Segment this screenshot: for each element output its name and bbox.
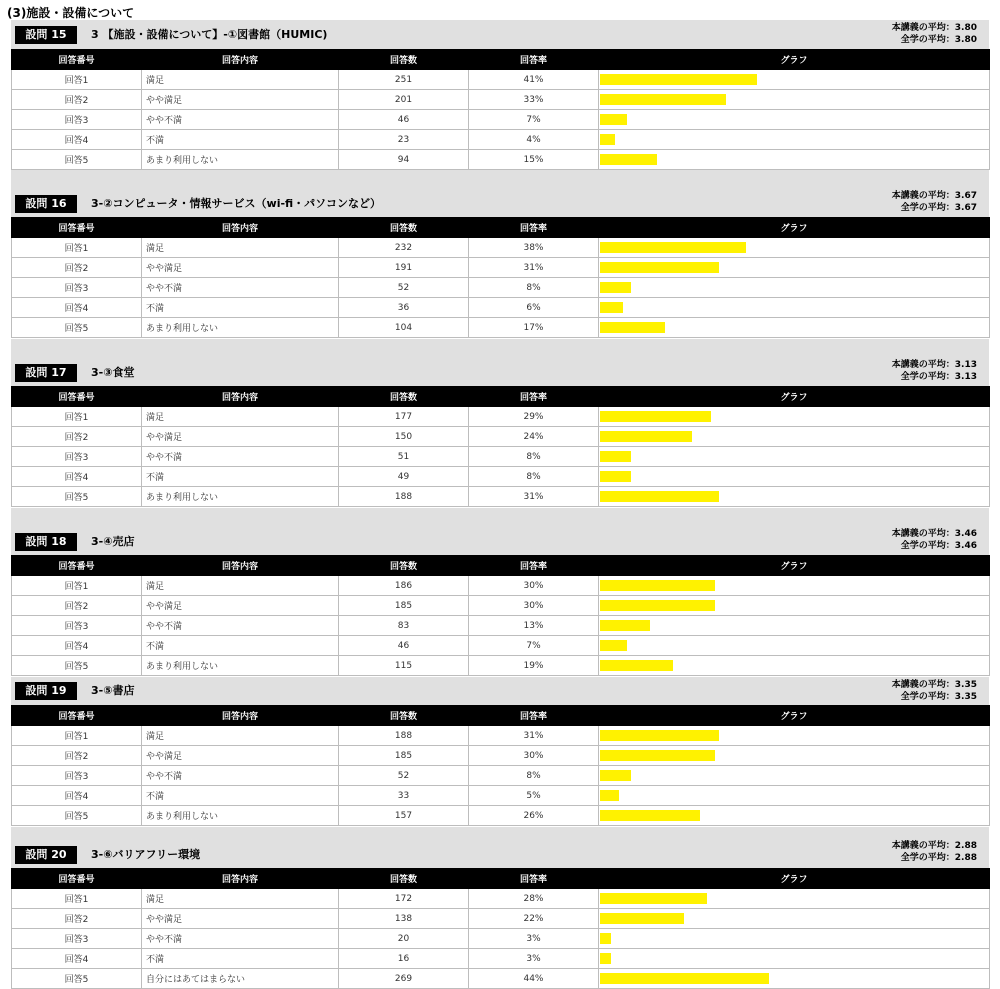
column-header: 回答番号 xyxy=(12,218,142,238)
answer-number: 回答4 xyxy=(12,298,142,318)
table-row xyxy=(12,150,990,170)
rate-bar xyxy=(600,134,615,145)
course-average: 本講義の平均：2.88 xyxy=(891,841,977,851)
answer-number: 回答1 xyxy=(12,70,142,90)
answer-graph xyxy=(599,949,990,969)
answer-content: あまり利用しない xyxy=(142,150,339,170)
answer-graph xyxy=(599,258,990,278)
rate-bar xyxy=(600,913,684,924)
answer-count: 94 xyxy=(339,150,469,170)
question-section xyxy=(11,508,989,676)
table-row xyxy=(12,258,990,278)
answer-count: 52 xyxy=(339,766,469,786)
answer-content: やや不満 xyxy=(142,110,339,130)
answer-count: 83 xyxy=(339,616,469,636)
answer-graph xyxy=(599,427,990,447)
question-title: 3-③食堂 xyxy=(91,366,135,379)
answer-rate: 7% xyxy=(469,636,599,656)
answer-count: 46 xyxy=(339,110,469,130)
table-row xyxy=(12,318,990,338)
column-header: 回答率 xyxy=(469,556,599,576)
table-row xyxy=(12,949,990,969)
answer-content: やや不満 xyxy=(142,616,339,636)
answer-graph xyxy=(599,278,990,298)
question-number: 設問 18 xyxy=(15,533,77,551)
answer-count: 150 xyxy=(339,427,469,447)
answer-graph xyxy=(599,487,990,507)
table-row xyxy=(12,596,990,616)
answer-content: やや満足 xyxy=(142,427,339,447)
column-header: 回答番号 xyxy=(12,556,142,576)
rate-bar xyxy=(600,770,631,781)
table-row xyxy=(12,909,990,929)
average-scores xyxy=(892,359,977,383)
answer-content: やや満足 xyxy=(142,746,339,766)
answer-table xyxy=(11,217,990,338)
answer-content: 満足 xyxy=(142,726,339,746)
answer-graph xyxy=(599,786,990,806)
answer-number: 回答5 xyxy=(12,806,142,826)
question-header xyxy=(11,827,989,868)
question-title: 3-⑥バリアフリー環境 xyxy=(91,848,201,861)
answer-rate: 6% xyxy=(469,298,599,318)
answer-graph xyxy=(599,929,990,949)
answer-count: 16 xyxy=(339,949,469,969)
answer-table xyxy=(11,705,990,826)
answer-rate: 26% xyxy=(469,806,599,826)
rate-bar xyxy=(600,933,611,944)
answer-number: 回答5 xyxy=(12,487,142,507)
table-row xyxy=(12,786,990,806)
answer-table xyxy=(11,555,990,676)
answer-graph xyxy=(599,110,990,130)
table-header-row xyxy=(12,706,990,726)
answer-number: 回答3 xyxy=(12,447,142,467)
rate-bar xyxy=(600,262,719,273)
answer-number: 回答4 xyxy=(12,130,142,150)
answer-number: 回答2 xyxy=(12,596,142,616)
rate-bar xyxy=(600,660,673,671)
answer-number: 回答3 xyxy=(12,110,142,130)
column-header: 回答数 xyxy=(339,869,469,889)
answer-content: やや満足 xyxy=(142,909,339,929)
column-header: グラフ xyxy=(599,706,990,726)
answer-count: 172 xyxy=(339,889,469,909)
answer-number: 回答2 xyxy=(12,90,142,110)
rate-bar xyxy=(600,491,719,502)
table-row xyxy=(12,636,990,656)
answer-rate: 3% xyxy=(469,929,599,949)
answer-graph xyxy=(599,576,990,596)
question-section xyxy=(11,339,989,507)
answer-count: 251 xyxy=(339,70,469,90)
average-scores xyxy=(892,190,977,214)
table-row xyxy=(12,656,990,676)
answer-rate: 3% xyxy=(469,949,599,969)
rate-bar xyxy=(600,322,665,333)
rate-bar xyxy=(600,810,700,821)
table-row xyxy=(12,298,990,318)
rate-bar xyxy=(600,302,623,313)
answer-number: 回答1 xyxy=(12,576,142,596)
answer-number: 回答1 xyxy=(12,726,142,746)
question-header xyxy=(11,677,989,705)
answer-rate: 30% xyxy=(469,746,599,766)
answer-count: 138 xyxy=(339,909,469,929)
answer-rate: 8% xyxy=(469,467,599,487)
answer-number: 回答5 xyxy=(12,656,142,676)
answer-rate: 8% xyxy=(469,278,599,298)
question-section xyxy=(11,20,989,170)
table-row xyxy=(12,889,990,909)
answer-rate: 5% xyxy=(469,786,599,806)
question-title: 3-②コンピュータ・情報サービス（wi-fi・パソコンなど） xyxy=(91,197,381,210)
rate-bar xyxy=(600,94,726,105)
rate-bar xyxy=(600,730,719,741)
rate-bar xyxy=(600,973,769,984)
table-row xyxy=(12,746,990,766)
answer-number: 回答3 xyxy=(12,616,142,636)
answer-rate: 13% xyxy=(469,616,599,636)
overall-average: 全学の平均：3.13 xyxy=(900,372,977,382)
table-header-row xyxy=(12,218,990,238)
course-average: 本講義の平均：3.67 xyxy=(891,191,977,201)
table-header-row xyxy=(12,869,990,889)
column-header: 回答番号 xyxy=(12,387,142,407)
question-header xyxy=(11,20,989,49)
answer-count: 177 xyxy=(339,407,469,427)
column-header: 回答番号 xyxy=(12,706,142,726)
answer-graph xyxy=(599,909,990,929)
answer-content: 満足 xyxy=(142,576,339,596)
column-header: 回答番号 xyxy=(12,50,142,70)
answer-count: 185 xyxy=(339,596,469,616)
answer-count: 36 xyxy=(339,298,469,318)
table-row xyxy=(12,806,990,826)
answer-number: 回答4 xyxy=(12,786,142,806)
column-header: 回答率 xyxy=(469,50,599,70)
overall-average: 全学の平均：3.35 xyxy=(900,692,977,702)
column-header: 回答率 xyxy=(469,706,599,726)
answer-content: 満足 xyxy=(142,889,339,909)
answer-number: 回答4 xyxy=(12,949,142,969)
answer-number: 回答3 xyxy=(12,278,142,298)
table-row xyxy=(12,766,990,786)
answer-rate: 31% xyxy=(469,258,599,278)
answer-number: 回答5 xyxy=(12,318,142,338)
answer-number: 回答2 xyxy=(12,746,142,766)
question-number: 設問 16 xyxy=(15,195,77,213)
table-row xyxy=(12,487,990,507)
answer-content: やや不満 xyxy=(142,766,339,786)
column-header: 回答数 xyxy=(339,387,469,407)
answer-number: 回答2 xyxy=(12,258,142,278)
column-header: 回答内容 xyxy=(142,556,339,576)
answer-content: 不満 xyxy=(142,636,339,656)
table-row xyxy=(12,130,990,150)
overall-average: 全学の平均：3.46 xyxy=(900,541,977,551)
question-title: 3-④売店 xyxy=(91,535,135,548)
answer-rate: 4% xyxy=(469,130,599,150)
average-scores xyxy=(892,528,977,552)
course-average: 本講義の平均：3.35 xyxy=(891,680,977,690)
answer-content: 満足 xyxy=(142,70,339,90)
question-title: 3-⑤書店 xyxy=(91,684,135,697)
question-section xyxy=(11,170,989,338)
answer-rate: 38% xyxy=(469,238,599,258)
column-header: 回答番号 xyxy=(12,869,142,889)
column-header: グラフ xyxy=(599,556,990,576)
answer-graph xyxy=(599,656,990,676)
answer-content: やや不満 xyxy=(142,447,339,467)
answer-count: 23 xyxy=(339,130,469,150)
answer-rate: 30% xyxy=(469,596,599,616)
answer-content: あまり利用しない xyxy=(142,806,339,826)
answer-graph xyxy=(599,70,990,90)
question-header xyxy=(11,339,989,386)
answer-graph xyxy=(599,238,990,258)
answer-graph xyxy=(599,467,990,487)
answer-content: やや満足 xyxy=(142,596,339,616)
answer-content: 満足 xyxy=(142,407,339,427)
answer-count: 269 xyxy=(339,969,469,989)
answer-graph xyxy=(599,616,990,636)
answer-number: 回答4 xyxy=(12,467,142,487)
table-row xyxy=(12,407,990,427)
answer-count: 33 xyxy=(339,786,469,806)
course-average: 本講義の平均：3.46 xyxy=(891,529,977,539)
table-header-row xyxy=(12,50,990,70)
answer-graph xyxy=(599,150,990,170)
answer-count: 104 xyxy=(339,318,469,338)
column-header: 回答内容 xyxy=(142,706,339,726)
rate-bar xyxy=(600,431,692,442)
answer-graph xyxy=(599,298,990,318)
answer-content: 不満 xyxy=(142,786,339,806)
answer-content: あまり利用しない xyxy=(142,656,339,676)
column-header: 回答数 xyxy=(339,218,469,238)
answer-rate: 22% xyxy=(469,909,599,929)
answer-graph xyxy=(599,318,990,338)
answer-count: 185 xyxy=(339,746,469,766)
answer-rate: 8% xyxy=(469,447,599,467)
answer-rate: 29% xyxy=(469,407,599,427)
answer-table xyxy=(11,868,990,989)
question-header xyxy=(11,508,989,555)
column-header: グラフ xyxy=(599,869,990,889)
answer-graph xyxy=(599,407,990,427)
question-number: 設問 15 xyxy=(15,26,77,44)
answer-number: 回答3 xyxy=(12,766,142,786)
table-header-row xyxy=(12,387,990,407)
rate-bar xyxy=(600,154,657,165)
question-number: 設問 20 xyxy=(15,846,77,864)
answer-rate: 7% xyxy=(469,110,599,130)
answer-content: やや満足 xyxy=(142,90,339,110)
rate-bar xyxy=(600,282,631,293)
column-header: 回答内容 xyxy=(142,387,339,407)
answer-count: 188 xyxy=(339,487,469,507)
answer-count: 186 xyxy=(339,576,469,596)
page-title: (3)施設・設備について xyxy=(7,6,135,20)
answer-count: 115 xyxy=(339,656,469,676)
answer-number: 回答5 xyxy=(12,969,142,989)
rate-bar xyxy=(600,953,611,964)
answer-content: やや不満 xyxy=(142,929,339,949)
table-row xyxy=(12,238,990,258)
answer-content: やや満足 xyxy=(142,258,339,278)
rate-bar xyxy=(600,411,711,422)
answer-count: 51 xyxy=(339,447,469,467)
course-average: 本講義の平均：3.80 xyxy=(891,23,977,33)
table-row xyxy=(12,90,990,110)
rate-bar xyxy=(600,451,631,462)
answer-content: 不満 xyxy=(142,130,339,150)
question-title: 3 【施設・設備について】-①図書館（HUMIC) xyxy=(91,28,328,41)
answer-rate: 44% xyxy=(469,969,599,989)
answer-graph xyxy=(599,806,990,826)
answer-number: 回答5 xyxy=(12,150,142,170)
answer-content: あまり利用しない xyxy=(142,318,339,338)
rate-bar xyxy=(600,750,715,761)
table-row xyxy=(12,110,990,130)
answer-rate: 15% xyxy=(469,150,599,170)
answer-count: 157 xyxy=(339,806,469,826)
answer-number: 回答3 xyxy=(12,929,142,949)
answer-table xyxy=(11,386,990,507)
answer-rate: 31% xyxy=(469,726,599,746)
answer-content: あまり利用しない xyxy=(142,487,339,507)
answer-count: 49 xyxy=(339,467,469,487)
overall-average: 全学の平均：2.88 xyxy=(900,853,977,863)
answer-rate: 33% xyxy=(469,90,599,110)
answer-number: 回答4 xyxy=(12,636,142,656)
answer-graph xyxy=(599,889,990,909)
rate-bar xyxy=(600,114,627,125)
rate-bar xyxy=(600,242,746,253)
answer-rate: 8% xyxy=(469,766,599,786)
table-row xyxy=(12,969,990,989)
column-header: グラフ xyxy=(599,387,990,407)
column-header: 回答率 xyxy=(469,218,599,238)
answer-graph xyxy=(599,746,990,766)
column-header: 回答数 xyxy=(339,706,469,726)
table-header-row xyxy=(12,556,990,576)
rate-bar xyxy=(600,640,627,651)
column-header: 回答率 xyxy=(469,387,599,407)
table-row xyxy=(12,427,990,447)
average-scores xyxy=(892,679,977,703)
rate-bar xyxy=(600,790,619,801)
answer-content: 自分にはあてはまらない xyxy=(142,969,339,989)
answer-rate: 17% xyxy=(469,318,599,338)
question-number: 設問 17 xyxy=(15,364,77,382)
answer-graph xyxy=(599,90,990,110)
answer-number: 回答2 xyxy=(12,909,142,929)
column-header: 回答内容 xyxy=(142,50,339,70)
average-scores xyxy=(892,22,977,46)
table-row xyxy=(12,616,990,636)
answer-graph xyxy=(599,766,990,786)
column-header: グラフ xyxy=(599,218,990,238)
overall-average: 全学の平均：3.80 xyxy=(900,35,977,45)
answer-graph xyxy=(599,130,990,150)
table-row xyxy=(12,929,990,949)
table-row xyxy=(12,467,990,487)
question-section xyxy=(11,677,989,826)
table-row xyxy=(12,726,990,746)
answer-number: 回答1 xyxy=(12,407,142,427)
answer-rate: 19% xyxy=(469,656,599,676)
answer-rate: 30% xyxy=(469,576,599,596)
answer-rate: 41% xyxy=(469,70,599,90)
answer-count: 191 xyxy=(339,258,469,278)
answer-rate: 28% xyxy=(469,889,599,909)
question-section xyxy=(11,827,989,989)
table-row xyxy=(12,70,990,90)
rate-bar xyxy=(600,620,650,631)
answer-count: 232 xyxy=(339,238,469,258)
answer-rate: 31% xyxy=(469,487,599,507)
answer-table xyxy=(11,49,990,170)
rate-bar xyxy=(600,893,707,904)
answer-count: 188 xyxy=(339,726,469,746)
question-header xyxy=(11,170,989,217)
column-header: 回答率 xyxy=(469,869,599,889)
rate-bar xyxy=(600,74,757,85)
column-header: 回答数 xyxy=(339,50,469,70)
column-header: グラフ xyxy=(599,50,990,70)
table-row xyxy=(12,278,990,298)
answer-graph xyxy=(599,596,990,616)
average-scores xyxy=(892,840,977,864)
answer-content: 不満 xyxy=(142,298,339,318)
column-header: 回答内容 xyxy=(142,869,339,889)
column-header: 回答内容 xyxy=(142,218,339,238)
answer-number: 回答1 xyxy=(12,889,142,909)
rate-bar xyxy=(600,600,715,611)
answer-content: 満足 xyxy=(142,238,339,258)
overall-average: 全学の平均：3.67 xyxy=(900,203,977,213)
table-row xyxy=(12,576,990,596)
answer-graph xyxy=(599,726,990,746)
answer-number: 回答1 xyxy=(12,238,142,258)
course-average: 本講義の平均：3.13 xyxy=(891,360,977,370)
answer-count: 20 xyxy=(339,929,469,949)
table-row xyxy=(12,447,990,467)
answer-graph xyxy=(599,636,990,656)
answer-number: 回答2 xyxy=(12,427,142,447)
rate-bar xyxy=(600,471,631,482)
answer-graph xyxy=(599,447,990,467)
answer-count: 46 xyxy=(339,636,469,656)
column-header: 回答数 xyxy=(339,556,469,576)
answer-content: 不満 xyxy=(142,467,339,487)
rate-bar xyxy=(600,580,715,591)
answer-graph xyxy=(599,969,990,989)
answer-count: 52 xyxy=(339,278,469,298)
question-number: 設問 19 xyxy=(15,682,77,700)
answer-content: やや不満 xyxy=(142,278,339,298)
answer-content: 不満 xyxy=(142,949,339,969)
answer-count: 201 xyxy=(339,90,469,110)
answer-rate: 24% xyxy=(469,427,599,447)
